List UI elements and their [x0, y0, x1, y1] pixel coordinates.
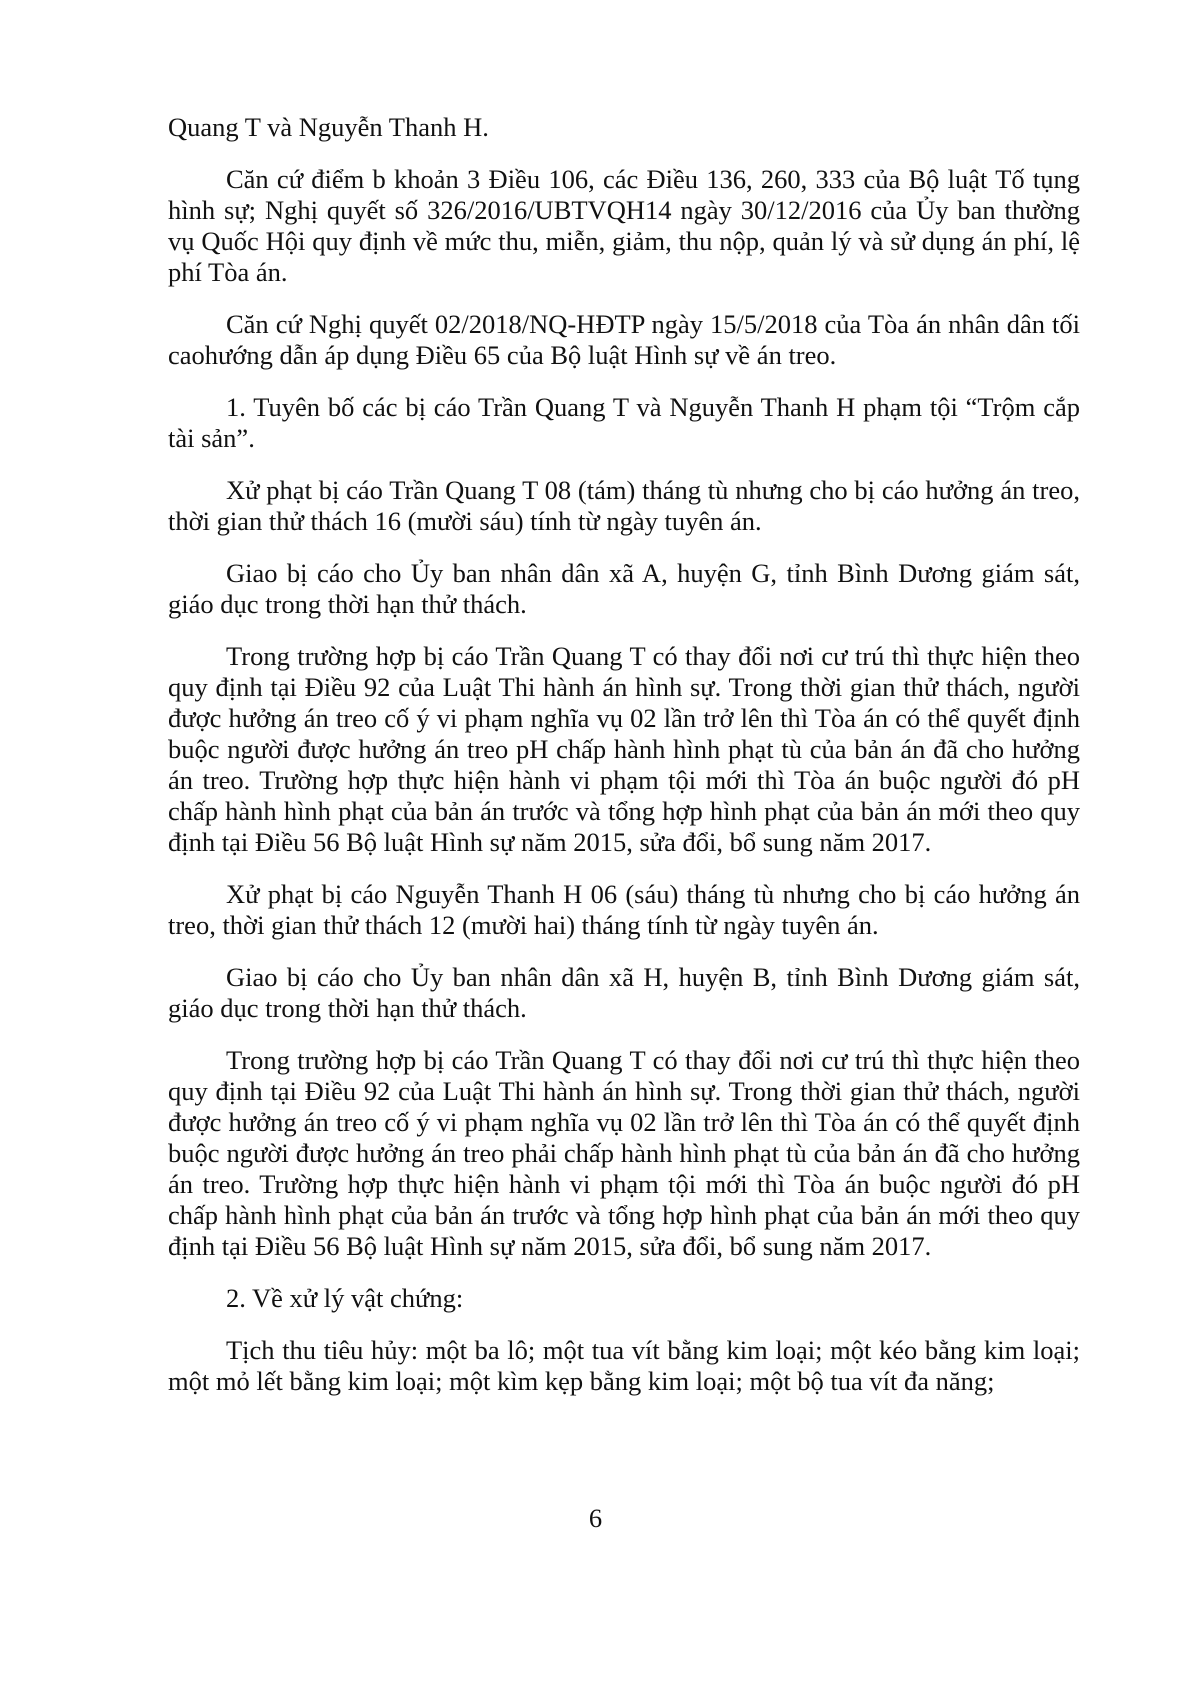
page-number: 6 — [588, 1503, 603, 1533]
paragraph-residence-change-defendant-t: Trong trường hợp bị cáo Trần Quang T có thay đổi nơi cư trú thì thực hiện theo quy định tại Điều 92 của Luật Thi hành án hình sự. Trong thời gian thử thách, người được hưởng án treo cố ý vi phạm nghĩa vụ 02 lần trở lên thì Tòa án có thể quyết định buộc người được hưởng án treo pH chấp hành hình phạt tù của bản án đã cho hưởng án treo. Trường hợp thực hiện hành vi phạm tội mới thì Tòa án buộc người đó pH chấp hành hình phạt của bản án trước và tổng hợp hình phạt của bản án mới theo quy định tại Điều 56 Bộ luật Hình sự năm 2015, sửa đổi, bổ sung năm 2017. — [168, 641, 1080, 857]
paragraph-sentence-defendant-h: Xử phạt bị cáo Nguyễn Thanh H 06 (sáu) tháng tù nhưng cho bị cáo hưởng án treo, thời gian thử thách 12 (mười hai) tháng tính từ ngày tuyên án. — [168, 879, 1080, 940]
paragraph-continuation: Quang T và Nguyễn Thanh H. — [168, 112, 489, 142]
paragraph-supervision-defendant-t: Giao bị cáo cho Ủy ban nhân dân xã A, huyện G, tỉnh Bình Dương giám sát, giáo dục trong thời hạn thử thách. — [168, 558, 1080, 619]
paragraph-sentence-defendant-t: Xử phạt bị cáo Trần Quang T 08 (tám) tháng tù nhưng cho bị cáo hưởng án treo, thời gian thử thách 16 (mười sáu) tính từ ngày tuyên án. — [168, 475, 1080, 536]
paragraph-legal-basis-procedure: Căn cứ điểm b khoản 3 Điều 106, các Điều 136, 260, 333 của Bộ luật Tố tụng hình sự; Nghị quyết số 326/2016/UBTVQH14 ngày 30/12/2016 của Ủy ban thường vụ Quốc Hội quy định về mức thu, miễn, giảm, thu nộp, quản lý và sử dụng án phí, lệ phí Tòa án. — [168, 164, 1080, 287]
document-body — [168, 112, 1080, 1418]
paragraph-supervision-defendant-h: Giao bị cáo cho Ủy ban nhân dân xã H, huyện B, tỉnh Bình Dương giám sát, giáo dục trong thời hạn thử thách. — [168, 962, 1080, 1023]
paragraph-residence-change-defendant-h: Trong trường hợp bị cáo Trần Quang T có thay đổi nơi cư trú thì thực hiện theo quy định tại Điều 92 của Luật Thi hành án hình sự. Trong thời gian thử thách, người được hưởng án treo cố ý vi phạm nghĩa vụ 02 lần trở lên thì Tòa án có thể quyết định buộc người được hưởng án treo phải chấp hành hình phạt tù của bản án đã cho hưởng án treo. Trường hợp thực hiện hành vi phạm tội mới thì Tòa án buộc người đó pH chấp hành hình phạt của bản án trước và tổng hợp hình phạt của bản án mới theo quy định tại Điều 56 Bộ luật Hình sự năm 2015, sửa đổi, bổ sung năm 2017. — [168, 1045, 1080, 1261]
paragraph-verdict-guilty: 1. Tuyên bố các bị cáo Trần Quang T và Nguyễn Thanh H phạm tội “Trộm cắp tài sản”. — [168, 392, 1080, 453]
paragraph-evidence-confiscation: Tịch thu tiêu hủy: một ba lô; một tua vít bằng kim loại; một kéo bằng kim loại; một mỏ lết bằng kim loại; một kìm kẹp bằng kim loại; một bộ tua vít đa năng; — [168, 1335, 1080, 1396]
paragraph-evidence-heading: 2. Về xử lý vật chứng: — [226, 1283, 464, 1313]
paragraph-legal-basis-suspended-sentence: Căn cứ Nghị quyết 02/2018/NQ-HĐTP ngày 15/5/2018 của Tòa án nhân dân tối caohướng dẫn áp dụng Điều 65 của Bộ luật Hình sự về án treo. — [168, 309, 1080, 370]
